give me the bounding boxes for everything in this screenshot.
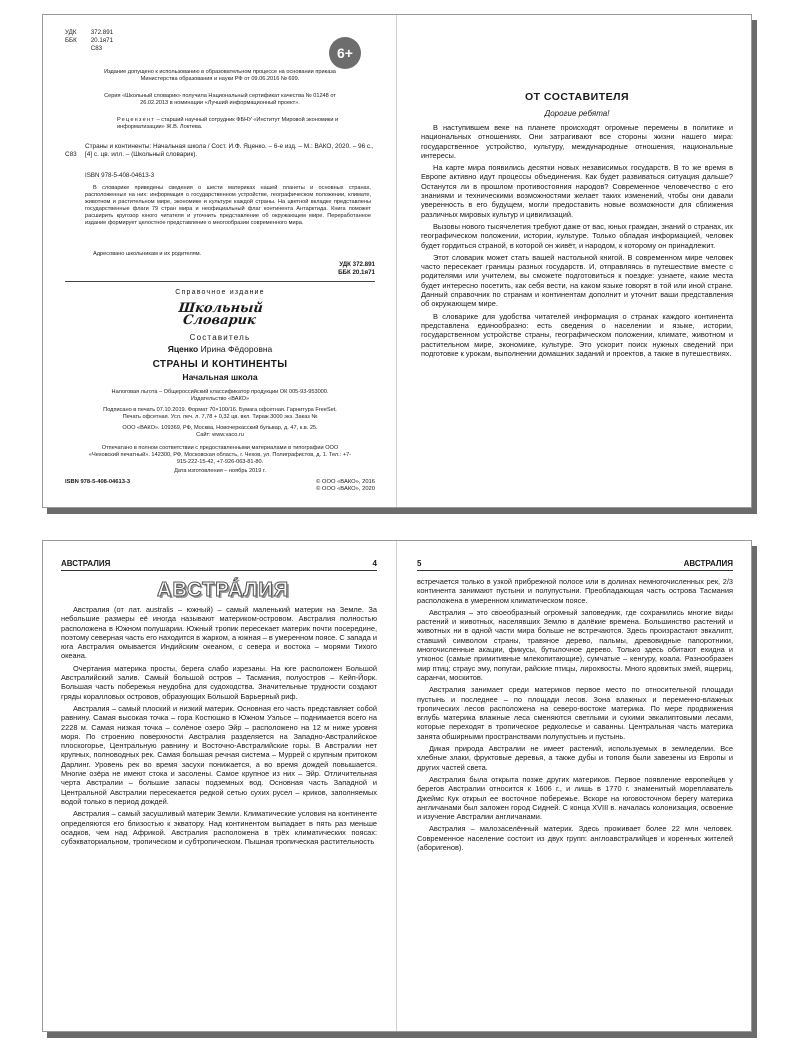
paragraph: Австралия – самый плоский и низкий материк. Основная его часть представляет собой равнину. Самая высокая точка – гора Костюшко в Южном Уэльсе – поднимается всего на 2228 м. Самая низкая точка – солёное озеро Эйр – расположено на 12 м ниже уровня моря. По строению поверхности Австралия разделяется на Западно-Австралийское плоскогорье, Центральную равнину и Восточно-Австралийские горы. В Австралии нет крупных, полноводных рек. Самая большая речная система – Муррей с крупным притоком Дарлинг. Уровень рек во время засухи понижается, а во время дождей повышается. Многие озёра не имеют стока и засолены. Самое крупное из них – Эйр. Отличительная черта Австралии – большие запасы подземных вод. Основная часть Западной и Центральной Австралии пересекается редкой сетью сухих русел – криков, заполняемых водой только в период дождей.: [61, 703, 377, 806]
preface-page: [421, 15, 733, 507]
print-info: [65, 407, 375, 421]
compiler-name: [65, 344, 375, 354]
bottom-spread: [42, 540, 752, 1032]
paragraph: Австралия – малозаселённый материк. Здесь проживает более 22 млн человек. Современное население состоит из двух групп: англоавстралийцев и коренных жителей (аборигенов).: [417, 824, 733, 853]
bottom-imprint: [65, 479, 375, 493]
paragraph: Австралия была открыта позже других материков. Первое появление европейцев у берегов Австралии относится к 1606 г., и лишь в 1770 г. знаменитый мореплаватель Джеймс Кук открыл ее восточное побережье. Вскоре на юговосточном берегу материка англичанами был заложен город Сидней. С конца XVIII в. началась колонизация, освоение и изучение Австралии англичанами.: [417, 774, 733, 822]
copyright-1: © ООО «ВАКО», 2016: [316, 479, 375, 485]
isbn-bottom: ISBN 978-5-408-04613-3: [65, 479, 131, 485]
series-certificate: Серия «Школьный словарик» получила Национальный сертификат качества № 01248 от 26.02.2013 в номинации «Лучший информационный проект».: [104, 93, 336, 106]
chapter-title: АВСТРА́ЛИЯ: [157, 579, 290, 601]
running-head-title: АВСТРАЛИЯ: [61, 559, 111, 568]
top-spread: [42, 14, 752, 508]
paragraph: В словарике для удобства читателей информация о странах каждого континента представлена единообразно: есть сведения о населении и языке, истории, государственном устройстве страны, географическом положении, климате, животном и растительном мире, экономике, культуре. Это ускорит поиск нужных сведений при подготовке к урокам, выполнении домашних заданий и проектов, а также в путешествиях.: [421, 311, 733, 358]
reviewer-note: [65, 117, 375, 131]
series-logo: [64, 303, 377, 327]
book-title: СТРАНЫ И КОНТИНЕНТЫ: [152, 359, 288, 370]
page-4: [61, 541, 377, 1031]
copyright-2: © ООО «ВАКО», 2020: [316, 486, 375, 492]
compiler-label: Составитель: [189, 333, 251, 342]
catalog-entry: [65, 143, 375, 159]
approval-note: Издание допущено к использованию в образовательном процессе на основании приказа Министерства образования и науки РФ от 09.06.2016 № 699.: [104, 69, 336, 82]
page-5-body: [417, 577, 733, 855]
reviewer-text: – старший научный сотрудник ФБНУ «Институт Мировой экономики и информатизации» Ж.В. Локтева.: [117, 117, 339, 130]
bbk-value: 20.1я71: [90, 37, 114, 44]
copyrights: [316, 479, 375, 493]
printing-house: Отпечатано в полном соответствии с предоставленными материалами в типографии ООО «Чеховский печатный». 142300, РФ, Московская область, г. Чехов, ул. Полиграфистов, д. 1. Тел.: +7-915-222-15-42, +7-926-063-81-80.: [88, 445, 352, 465]
header-rule: [61, 570, 377, 571]
page-number: 5: [417, 559, 422, 568]
catalog-text: Страны и континенты: Начальная школа / Сост. И.Ф. Яценко. – 6-е изд. – М.: ВАКО, 2020. – 96 с., [4] с. цв. илл. – (Школьный словарик).: [85, 143, 374, 158]
logo-line-2: Словарик: [182, 313, 257, 328]
paragraph: Австралия (от лат. australis – южный) – самый маленький материк на Земле. За небольшие размеры её иногда называют материком-островом. Австралия полностью расположена в Южном полушарии. Южный тропик пересекает материк почти посередине, поэтому северная часть его находится в жарком, а южная – в умеренном поясе. С запада и юга Австралия омывается Индийским океаном, с севера и востока – морями Тихого океана.: [61, 605, 377, 661]
classification-codes: [65, 29, 115, 53]
age-rating-badge: 6+: [329, 37, 361, 69]
logo-line-1: Школьный: [177, 301, 264, 316]
preface-title: ОТ СОСТАВИТЕЛЯ: [524, 91, 630, 103]
book-subtitle: Начальная школа: [182, 372, 258, 382]
paragraph: Австралия – самый засушливый материк Земли. Климатические условия на континенте определяются его близостью к экватору. Над континентом выпадает в пять раз меньше осадков, чем над Африкой. Австралия расположена в трёх климатических поясах: субэкваториальном, тропическом и субтропическом. Пышная тропическая растительность: [61, 809, 377, 847]
divider: [65, 281, 375, 282]
audience-note: Адресовано школьникам и их родителям.: [93, 251, 202, 257]
catalog-code: С83: [65, 151, 77, 158]
udk-right: УДК 372.891: [339, 261, 375, 268]
manufacture-date: Дата изготовления – ноябрь 2019 г.: [174, 468, 266, 474]
tax-note: Налоговая льгота – Общероссийский классификатор продукции ОК 005-93-953000. Издательство «ВАКО»: [111, 389, 329, 402]
page-4-body: [61, 605, 377, 849]
paragraph: В наступившем веке на планете происходят огромные перемены в политике и национальных отношениях. Они затрагивают все стороны жизни нашего мира: государственное устройство, культуру, международные отношения, национальные интересы.: [421, 123, 733, 160]
edition-type: Справочное издание: [175, 289, 265, 296]
paragraph: Этот словарик может стать вашей настольной книгой. В современном мире человек часто пересекает границы разных государств. И, отправляясь в путешествие вместе с родителями или учителем, вы сможете подготовиться к поездке: узнаете, какие места будет интересно посетить, как себя вести, на каком языке говорят в той или иной стране. Данный справочник по странам и континентам дополнит и уточнит ваши представления об окружающем мире.: [421, 252, 733, 309]
classification-right: [65, 261, 375, 277]
publisher-address: ООО «ВАКО». 109369, РФ, Москва, Новочеркасский бульвар, д. 47, к.в. 25.: [122, 425, 318, 431]
preface-body: [421, 123, 733, 361]
running-head-title: АВСТРАЛИЯ: [683, 559, 733, 568]
spine-fold: [396, 15, 397, 507]
reviewer-label: Рецензент: [117, 117, 156, 123]
paragraph: Вызовы нового тысячелетия требуют даже от вас, юных граждан, знаний о странах, их географическом положении, истории, культуре. Только обладая информацией, человек будет гордиться страной, в которой он живёт, и народом, к которому он принадлежит.: [421, 221, 733, 250]
print-line-1: Подписано в печать 07.10.2019. Формат 70×100/16. Бумага офсетная. Гарнитура FreeSet.: [103, 407, 337, 413]
udk-value: 372.891: [90, 29, 114, 36]
paragraph: Дикая природа Австралии не имеет растений, используемых в земледелии. Все хлебные злаки, фруктовые деревья, а также дубы и тополя были завезены из Европы и других частей света.: [417, 744, 733, 772]
isbn-top: ISBN 978-5-408-04613-3: [85, 172, 155, 179]
bbk-label: ББК: [65, 37, 77, 44]
page-5: [417, 541, 733, 1031]
bbk-right: ББК 20.1я71: [338, 269, 375, 276]
print-line-2: Печать офсетная. Усл. печ. л. 7,78 + 0,32 цв. вкл. Тираж 3000 экз. Заказ №: [122, 414, 318, 420]
paragraph: Австралия – это своеобразный огромный заповедник, где сохранились многие виды растений и животных, населявших Землю в далёкие времена. Большинство растений и животных ни в одной части мира больше не встречаются. Здесь произрастают эвкалипт, ставший символом страны, травяное дерево, пальмы, древовидные папоротники, многочисленные акации, фикусы, бутылочное дерево. Только здесь обитают ехидна и утконос (самые примитивные млекопитающие), сумчатые – кенгуру, коала. Разнообразен мир птиц: страус эму, попугаи, райские птицы, лирохвосты. Много ядовитых змей, ящериц, саранчи, москитов.: [417, 607, 733, 682]
paragraph: На карте мира появились десятки новых независимых государств. В то же время в Европе активно идут процессы объединения. Как будет развиваться ситуация дальше? Останутся ли в прошлом противостояния народов? Современное человечество с его знаниями и техническими возможностями желает таких изменений, чтобы они давали уверенность в его будущем, могли предоставить новые возможности для сближения различных мировых культур и цивилизаций.: [421, 163, 733, 219]
page-number: 4: [372, 559, 377, 568]
spine-fold: [396, 541, 397, 1031]
publisher-site: Сайт: www.vaco.ru: [196, 432, 244, 438]
compiler-given: Ирина Фёдоровна: [200, 344, 273, 354]
paragraph: Австралия занимает среди материков первое место по относительной площади пустынь и последнее – по площади лесов. Зона влажных и переменно-влажных тропических лесов расположена на северо-востоке материка. По мере продвижения вглубь материка влажные леса сменяются светлыми и сухими эвкалиптовыми лесами, которые переходят в тропическое редколесье и саванны. Центральная часть материка занята обширными пространствами полупустынь и пустынь.: [417, 685, 733, 741]
header-rule: [417, 570, 733, 571]
paragraph: Очертания материка просты, берега слабо изрезаны. На юге расположен Большой Австралийский залив. Самый большой остров – Тасмания, полуостров – Кейп-Йорк. Большая часть побережья неудобна для судоходства. Значительные трудности создают гряды коралловых островов, образующих Большой Барьерный риф.: [61, 663, 377, 701]
compiler-surname: Яценко: [167, 344, 199, 354]
publisher-info: [65, 425, 375, 439]
udk-label: УДК: [65, 29, 77, 36]
preface-greeting: Дорогие ребята!: [544, 109, 610, 118]
author-code: С83: [90, 45, 103, 52]
paragraph: встречается только в узкой прибрежной полосе или в долинах немногочисленных рек, 2/3 континента занимают пустыни и полупустыни. Преобладающая часть острова Тасмания расположена в умеренном климатическом поясе.: [417, 577, 733, 605]
imprint-page: [65, 15, 375, 507]
annotation: В словарике приведены сведения о шести материках нашей планеты и основных странах, расположенных на них: информация о государственном устройстве, географическом положении, климате, животном и растительном мире, экономике и культуре каждой страны. На цветной вкладке представлены государственные флаги 79 стран мира и неофициальный флаг континента Антарктида. Книга поможет расширить кругозор юного читателя и уточнить представление об окружающем мире. Переработанное издание формирует целостное представление о многообразии современного мира.: [85, 185, 371, 226]
